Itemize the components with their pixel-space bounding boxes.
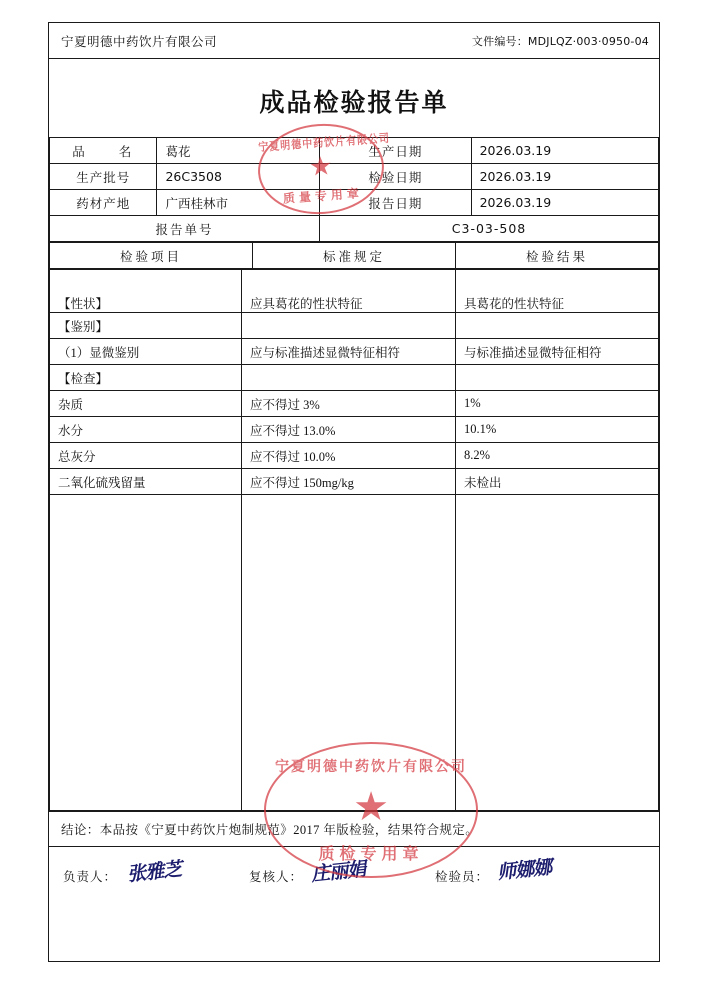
result-value bbox=[456, 365, 659, 391]
result-item: 二氧化硫残留量 bbox=[50, 469, 242, 495]
result-standard bbox=[242, 365, 456, 391]
result-value: 未检出 bbox=[456, 469, 659, 495]
result-item: 总灰分 bbox=[50, 443, 242, 469]
reviewer-signature: 庄丽娟 bbox=[310, 858, 367, 886]
star-icon: ★ bbox=[308, 151, 334, 183]
result-value: 10.1% bbox=[456, 417, 659, 443]
result-value: 与标准描述显微特征相符 bbox=[456, 339, 659, 365]
conclusion-text: 结论：本品按《宁夏中药饮片炮制规范》2017 年版检验，结果符合规定。 bbox=[49, 811, 659, 847]
result-standard: 应不得过 10.0% bbox=[242, 443, 456, 469]
stamp-bottom-arc-text: 质检专用章 bbox=[318, 846, 424, 863]
table-row bbox=[50, 138, 659, 164]
inspection-date-value: 2026.03.19 bbox=[471, 164, 658, 190]
column-header-item: 检验项目 bbox=[50, 243, 253, 269]
table-row bbox=[50, 190, 659, 216]
responsible-person-label: 负责人： bbox=[63, 870, 118, 884]
signature-row bbox=[49, 847, 659, 905]
production-date-value: 2026.03.19 bbox=[471, 138, 658, 164]
reviewer-label: 复核人： bbox=[249, 870, 304, 884]
result-standard bbox=[242, 313, 456, 339]
results-header-row bbox=[50, 243, 659, 269]
table-row bbox=[50, 391, 659, 417]
result-standard: 应与标准描述显微特征相符 bbox=[242, 339, 456, 365]
result-standard: 应不得过 3% bbox=[242, 391, 456, 417]
inspection-date-label: 检验日期 bbox=[320, 164, 472, 190]
table-row bbox=[50, 365, 659, 391]
stamp-bottom-arc-text: 质量专用章 bbox=[282, 186, 364, 206]
document-number bbox=[472, 33, 649, 49]
result-standard: 应具葛花的性状特征 bbox=[242, 270, 456, 313]
stamp-top-arc-text: 宁夏明德中药饮片有限公司 bbox=[257, 132, 391, 155]
document-number-value: MDJLQZ·003·0950-04 bbox=[527, 35, 649, 48]
report-sheet bbox=[48, 22, 660, 962]
column-header-standard: 标准规定 bbox=[253, 243, 456, 269]
company-name: 宁夏明德中药饮片有限公司 bbox=[61, 35, 218, 49]
responsible-person-signature: 张雅芝 bbox=[126, 858, 183, 886]
report-date-value: 2026.03.19 bbox=[471, 190, 658, 216]
document-number-label: 文件编号： bbox=[471, 35, 528, 48]
result-item: 【鉴别】 bbox=[50, 313, 242, 339]
result-item: 杂质 bbox=[50, 391, 242, 417]
star-icon: ★ bbox=[353, 784, 389, 830]
sheet-header bbox=[49, 23, 659, 59]
result-value bbox=[456, 313, 659, 339]
table-row bbox=[50, 270, 659, 313]
spacer-cell bbox=[50, 495, 242, 811]
product-name-label: 品 名 bbox=[50, 138, 157, 164]
spacer-cell bbox=[456, 495, 659, 811]
inspector-signature: 师娜娜 bbox=[496, 856, 553, 884]
result-item: （1）显微鉴别 bbox=[50, 339, 242, 365]
table-spacer-row bbox=[50, 495, 659, 811]
product-name-value: 葛花 bbox=[157, 138, 320, 164]
table-row bbox=[50, 469, 659, 495]
stamp-top-arc-text: 宁夏明德中药饮片有限公司 bbox=[275, 760, 467, 775]
results-table bbox=[49, 242, 659, 269]
table-row bbox=[50, 216, 659, 242]
inspector-label: 检验员： bbox=[435, 870, 490, 884]
batch-number-value: 26C3508 bbox=[157, 164, 320, 190]
result-standard: 应不得过 150mg/kg bbox=[242, 469, 456, 495]
result-value: 1% bbox=[456, 391, 659, 417]
batch-number-label: 生产批号 bbox=[50, 164, 157, 190]
origin-value: 广西桂林市 bbox=[157, 190, 320, 216]
table-row bbox=[50, 443, 659, 469]
result-item: 水分 bbox=[50, 417, 242, 443]
info-table bbox=[49, 137, 659, 242]
result-standard: 应不得过 13.0% bbox=[242, 417, 456, 443]
page-title: 成品检验报告单 bbox=[259, 90, 449, 117]
table-row bbox=[50, 164, 659, 190]
table-row bbox=[50, 313, 659, 339]
production-date-label: 生产日期 bbox=[320, 138, 472, 164]
table-row bbox=[50, 417, 659, 443]
report-number-value: C3-03-508 bbox=[320, 216, 659, 242]
results-body-table bbox=[49, 269, 659, 811]
result-item: 【检查】 bbox=[50, 365, 242, 391]
report-number-label: 报告单号 bbox=[50, 216, 320, 242]
report-date-label: 报告日期 bbox=[320, 190, 472, 216]
result-item: 【性状】 bbox=[50, 270, 242, 313]
result-value: 具葛花的性状特征 bbox=[456, 270, 659, 313]
table-row bbox=[50, 339, 659, 365]
column-header-result: 检验结果 bbox=[456, 243, 659, 269]
spacer-cell bbox=[242, 495, 456, 811]
result-value: 8.2% bbox=[456, 443, 659, 469]
origin-label: 药材产地 bbox=[50, 190, 157, 216]
